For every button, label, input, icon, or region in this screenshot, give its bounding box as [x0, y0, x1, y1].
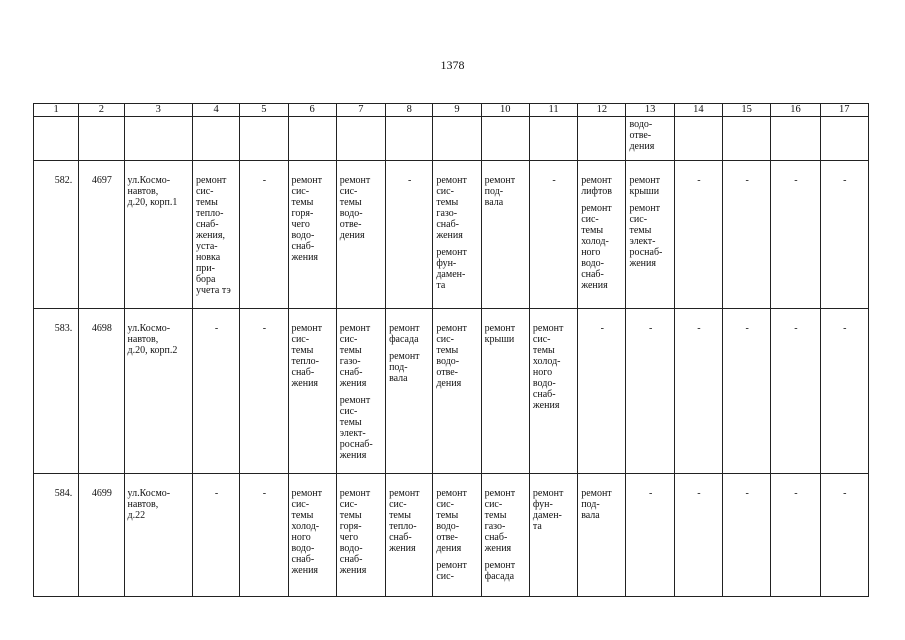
work-cell-col15: [723, 474, 771, 597]
work-item: ремонт сис- темы холод- ного водо- снаб- жения: [532, 323, 564, 411]
empty-marker: -: [214, 488, 219, 499]
work-cell-col4: [192, 309, 239, 474]
header-cell: 3: [124, 104, 192, 117]
work-item: ремонт сис- темы газо- снаб- жения: [484, 488, 516, 554]
empty-marker: -: [697, 175, 701, 186]
work-cell-col13: [626, 161, 674, 309]
header-cell: 7: [336, 104, 385, 117]
work-item: ремонт сис- темы тепло- снаб- жения: [291, 323, 322, 389]
work-item: ремонт сис- темы горя- чего водо- снаб- жения: [291, 175, 322, 263]
work-cell-col17: [820, 474, 868, 597]
table-row: [34, 474, 869, 597]
empty-marker: -: [794, 488, 798, 499]
header-row: [34, 104, 869, 117]
header-cell: 1: [34, 104, 79, 117]
work-cell-col4: [192, 474, 239, 597]
repair-schedule-table: [33, 103, 869, 597]
work-cell-col14: [674, 474, 722, 597]
empty-marker: -: [843, 175, 847, 186]
work-item: ремонт фун- дамен- та: [532, 488, 564, 532]
empty-marker: -: [745, 323, 749, 334]
empty-marker: -: [262, 488, 267, 499]
work-cell-col12: [578, 161, 626, 309]
work-cell-col12: [578, 474, 626, 597]
empty-marker: -: [843, 323, 847, 334]
work-cell-col13: [626, 474, 674, 597]
work-item: ремонт сис- темы холод- ного водо- снаб- жения: [581, 203, 612, 291]
empty-marker: -: [794, 175, 798, 186]
work-cell-col5: [240, 309, 288, 474]
work-item: ремонт фасада: [389, 323, 420, 345]
work-cell-col17: [820, 161, 868, 309]
work-cell-col7: [336, 161, 385, 309]
row-number: 583.: [54, 323, 73, 334]
header-cell: 11: [529, 104, 577, 117]
work-item: ремонт под- вала: [484, 175, 516, 208]
work-cell-col9: [433, 161, 481, 309]
work-cell-col16: [771, 309, 820, 474]
header-cell: 16: [771, 104, 820, 117]
empty-marker: -: [648, 323, 653, 334]
address: ул.Космо- навтов, д.22: [127, 488, 171, 521]
empty-marker: -: [262, 175, 267, 186]
header-cell: 6: [288, 104, 336, 117]
work-item: ремонт сис- темы тепло- снаб- жения, уста- новка при- бора учета тэ: [195, 175, 231, 296]
work-cell-col9: [433, 309, 481, 474]
work-cell-col11: [529, 309, 577, 474]
work-cell-col10: [481, 474, 529, 597]
work-cell-col12: [578, 309, 626, 474]
empty-marker: -: [600, 323, 604, 334]
work-item: ремонт сис- темы водо- отве- дения: [436, 323, 467, 389]
work-cell-col17: [820, 309, 868, 474]
work-cell-col11: [529, 161, 577, 309]
work-cell-col15: [723, 309, 771, 474]
work-cell-col5: [240, 161, 288, 309]
work-cell-col5: [240, 474, 288, 597]
work-cell-col8: [386, 474, 433, 597]
header-cell: 10: [481, 104, 529, 117]
work-item: ремонт сис- темы водо- отве- дения: [436, 488, 467, 554]
work-item: ремонт сис- темы холод- ного водо- снаб- жения: [291, 488, 322, 576]
work-cell-col8: [386, 309, 433, 474]
work-item: ремонт сис- темы газо- снаб- жения: [436, 175, 467, 241]
work-cell-col4: [192, 161, 239, 309]
row-number: 584.: [54, 488, 73, 499]
address: ул.Космо- навтов, д.20, корп.2: [127, 323, 178, 356]
header-cell: 8: [386, 104, 433, 117]
work-cell-col8: [386, 161, 433, 309]
header-cell: 12: [578, 104, 626, 117]
empty-marker: -: [408, 175, 412, 186]
work-item: ремонт фасада: [484, 560, 516, 582]
table-row: [34, 161, 869, 309]
table-row: [34, 309, 869, 474]
work-cell-col11: [529, 474, 577, 597]
header-cell: 17: [820, 104, 868, 117]
work-cell-col13: [626, 309, 674, 474]
empty-marker: -: [745, 488, 749, 499]
work-item: ремонт лифтов: [581, 175, 612, 197]
work-item: ремонт сис- темы газо- снаб- жения: [339, 323, 371, 389]
empty-marker: -: [262, 323, 267, 334]
work-cell-col16: [771, 161, 820, 309]
work-cell-col7: [336, 474, 385, 597]
work-item: ремонт сис- темы элект- роснаб- жения: [339, 395, 373, 461]
empty-marker: -: [697, 323, 701, 334]
building-id: 4698: [91, 323, 112, 334]
work-item: ремонт сис- темы горя- чего водо- снаб- жения: [339, 488, 371, 576]
work-cell-col6: [288, 161, 336, 309]
header-cell: 5: [240, 104, 288, 117]
row-number: 582.: [54, 175, 73, 186]
header-cell: 14: [674, 104, 722, 117]
work-item: ремонт крыши: [629, 175, 660, 197]
empty-marker: -: [697, 488, 701, 499]
empty-marker: -: [794, 323, 798, 334]
work-cell-col9: [433, 474, 481, 597]
building-id: 4697: [91, 175, 112, 186]
work-cell-col16: [771, 474, 820, 597]
header-cell: 4: [192, 104, 239, 117]
work-cell-col6: [288, 309, 336, 474]
work-item: ремонт сис- темы водо- отве- дения: [339, 175, 371, 241]
work-item: ремонт под- вала: [581, 488, 612, 521]
header-cell: 2: [79, 104, 124, 117]
empty-marker: -: [214, 323, 219, 334]
empty-marker: -: [552, 175, 556, 186]
work-cell-col10: [481, 309, 529, 474]
work-cell-col14: [674, 309, 722, 474]
work-cell-col15: [723, 161, 771, 309]
work-cell-col6: [288, 474, 336, 597]
header-cell: 9: [433, 104, 481, 117]
work-cell-col14: [674, 161, 722, 309]
page-number: 1378: [440, 58, 465, 72]
work-cell-col10: [481, 161, 529, 309]
continuation-row: [34, 117, 869, 161]
work-item: ремонт крыши: [484, 323, 516, 345]
work-cell-col7: [336, 309, 385, 474]
continued-text: водо- отве- дения: [629, 119, 655, 152]
building-id: 4699: [91, 488, 112, 499]
work-item: ремонт сис-: [436, 560, 467, 582]
work-item: ремонт фун- дамен- та: [436, 247, 467, 291]
work-item: ремонт под- вала: [389, 351, 420, 384]
work-item: ремонт сис- темы элект- роснаб- жения: [629, 203, 663, 269]
empty-marker: -: [843, 488, 847, 499]
work-item: ремонт сис- темы тепло- снаб- жения: [389, 488, 420, 554]
empty-marker: -: [648, 488, 653, 499]
address: ул.Космо- навтов, д.20, корп.1: [127, 175, 178, 208]
header-cell: 13: [626, 104, 674, 117]
header-cell: 15: [723, 104, 771, 117]
empty-marker: -: [745, 175, 749, 186]
